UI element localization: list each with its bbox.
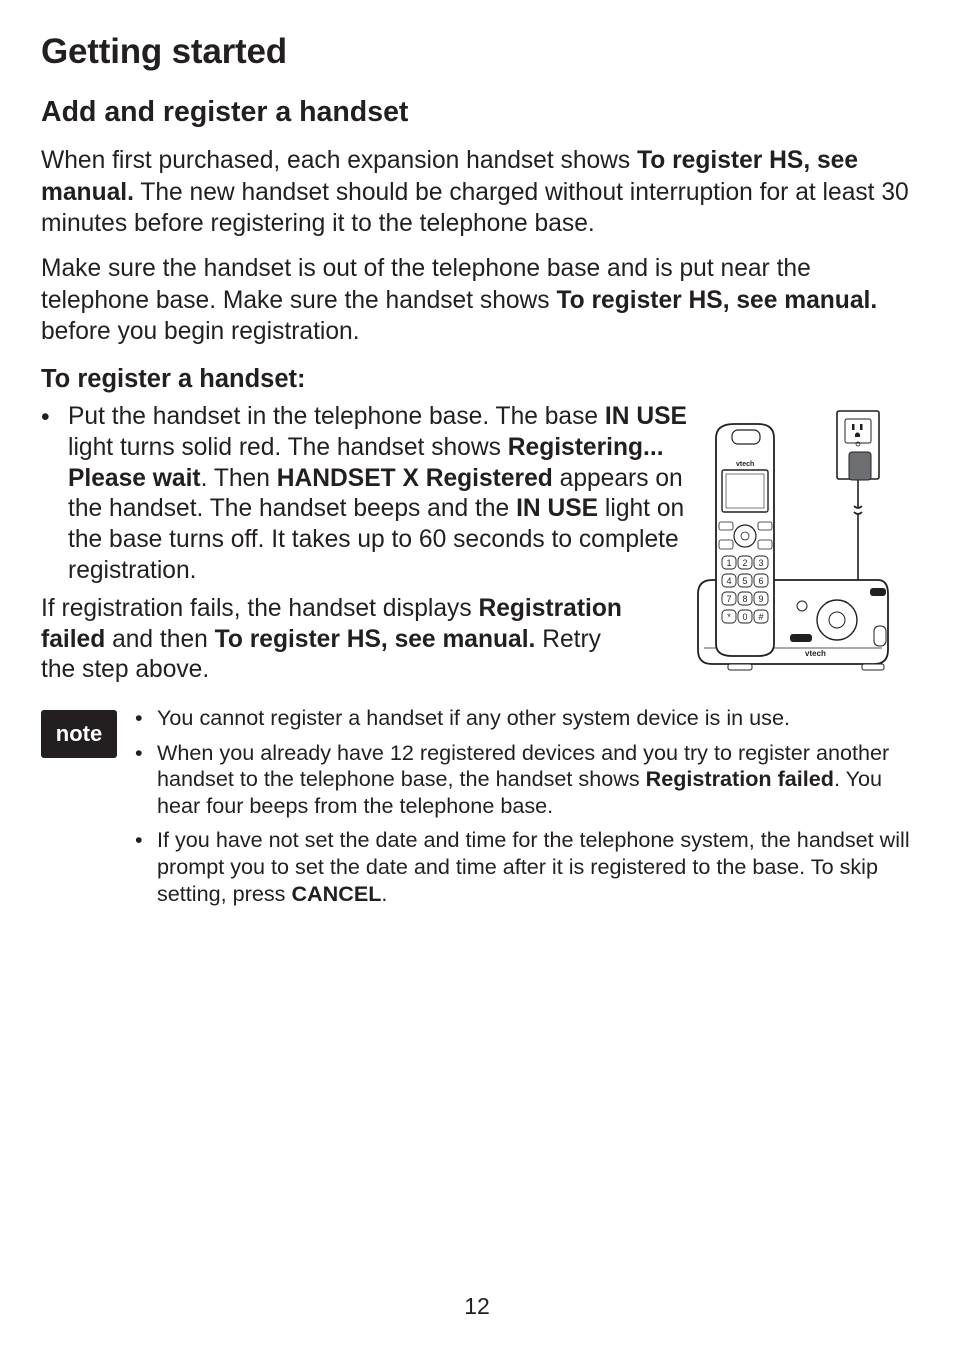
procedure-step-text: Put the handset in the telephone base. The base IN USE light turns solid red. The handset shows Registering... Please wait. Then HANDSET X Registered appears on the handset. The handset beeps and the IN USE light on the base turns off. It takes up to 60 seconds to complete registration.: [68, 403, 687, 584]
light-name: IN USE: [604, 403, 687, 430]
note-item: [135, 705, 925, 732]
key-name: CANCEL: [291, 880, 382, 906]
section-heading: Add and register a handset: [41, 96, 409, 128]
keypad-key-label: *: [727, 612, 731, 622]
display-message: Registering... Please wait: [68, 433, 664, 492]
display-message: To register HS, see manual.: [214, 625, 536, 653]
bullet: •: [135, 705, 143, 730]
note-list: [135, 705, 925, 915]
keypad-key-label: 1: [726, 558, 732, 568]
bullet: •: [135, 827, 143, 853]
light-name: IN USE: [516, 495, 599, 523]
keypad-key-label: 4: [726, 576, 732, 586]
keypad-key-label: 6: [758, 576, 764, 586]
display-message: Registration failed: [41, 595, 622, 653]
text-run: Make sure the handset is out of the telephone base and is put near the telephone base. Make sure the handset shows: [41, 255, 811, 314]
failure-paragraph: If registration fails, the handset displays Registration failed and then To register HS, see manual. Retry the step above.: [41, 595, 622, 684]
keypad-key-label: 3: [758, 558, 764, 568]
handset-brand-logo: vtech: [736, 461, 755, 468]
note-item: [135, 827, 925, 907]
display-message: Registration failed: [645, 766, 835, 792]
bullet: •: [41, 404, 50, 431]
note-text: When you already have 12 registered devices and you try to register another handset to the telephone base, the handset shows Registration failed. You hear four beeps from the telephone base.: [157, 739, 890, 818]
keypad-key-label: 7: [726, 594, 732, 604]
note-text: If you have not set the date and time for the telephone system, the handset will prompt you to set the date and time after it is registered to the base. To skip setting, press CANCEL.: [157, 827, 910, 906]
handset-on-base-illustration: [692, 408, 892, 688]
page-title: Getting started: [41, 32, 287, 71]
note-badge: note: [41, 710, 117, 758]
intro-paragraph: [41, 145, 921, 240]
wall-outlet-icon: [837, 411, 879, 480]
keypad-key-label: 9: [758, 594, 764, 604]
note-text: You cannot register a handset if any other system device is in use.: [157, 705, 790, 730]
procedure-heading: To register a handset:: [41, 365, 306, 393]
keypad-key-label: 0: [742, 612, 748, 622]
display-message: To register HS, see manual.: [556, 286, 878, 314]
display-message: To register HS, see manual.: [41, 147, 859, 206]
bullet: •: [135, 739, 143, 765]
display-message: HANDSET X Registered: [276, 464, 553, 492]
keypad-key-label: 5: [742, 576, 748, 586]
handset: [716, 424, 774, 656]
base-brand-logo: vtech: [805, 649, 826, 658]
text-run: When first purchased, each expansion handset shows: [41, 147, 638, 174]
keypad-key-label: 2: [742, 558, 748, 568]
keypad-key-label: #: [758, 612, 764, 622]
text-run: The new handset should be charged without interruption for at least 30 minutes before registering it to the telephone base.: [41, 178, 909, 237]
text-run: before you begin registration.: [41, 318, 360, 345]
keypad-key-label: 8: [742, 594, 748, 604]
placement-paragraph: [41, 253, 921, 348]
note-item: [135, 740, 925, 820]
page-number: 12: [464, 1293, 490, 1319]
